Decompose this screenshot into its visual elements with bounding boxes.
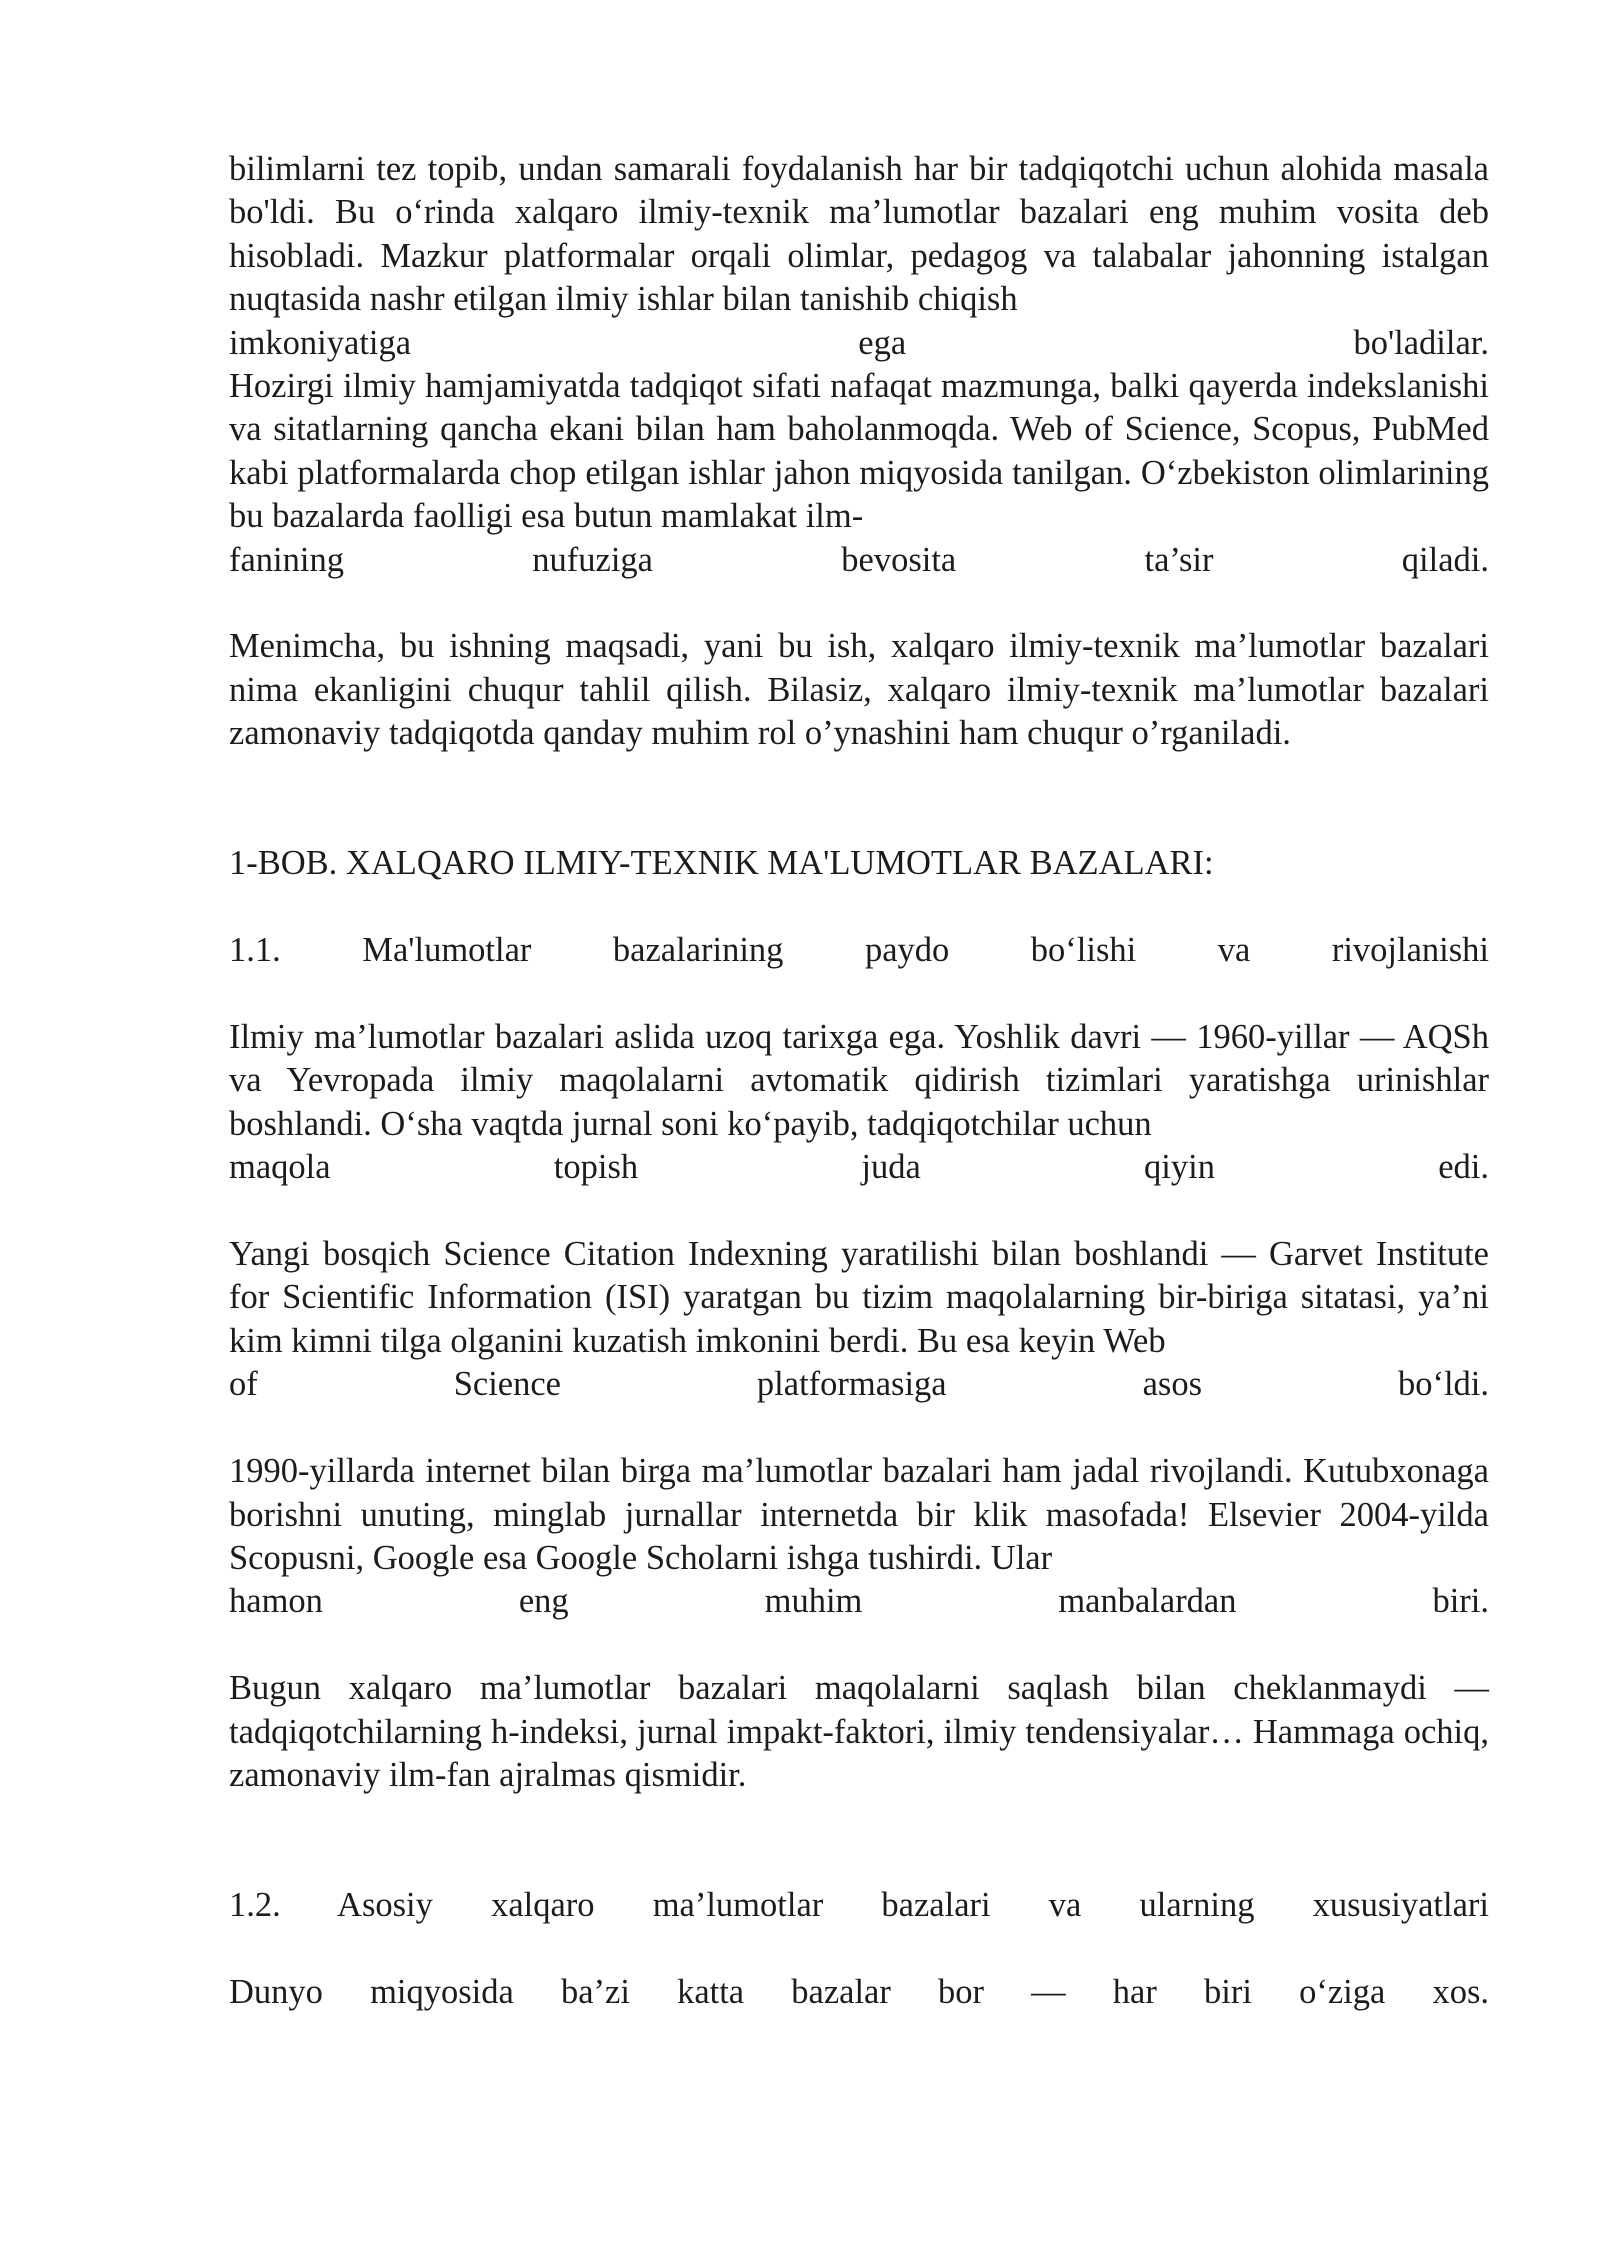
paragraph-text: Hozirgi ilmiy hamjamiyatda tadqiqot sifati nafaqat mazmunga, balki qayerda indekslanishi va sitatlarning qancha ekani bilan ham baholanmoqda. Web of Science, Scopus, PubMed kabi platformalarda chop etilgan ishlar jahon miqyosida tanilgan. O‘zbekiston olimlarining bu bazalarda faolligi esa butun mamlakat ilm- [229, 367, 1489, 536]
section-1-2-paragraph-1: Dunyo miqyosida ba’zi katta bazalar bor — har biri o‘ziga xos. [229, 1972, 1489, 2011]
section-1-1-paragraph-2 [229, 1233, 1489, 1407]
section-1-1-paragraph-1 [229, 1016, 1489, 1190]
section-1-2-title: 1.2. Asosiy xalqaro ma’lumotlar bazalari va ularning xususiyatlari [229, 1886, 1489, 1925]
paragraph-text: Yangi bosqich Science Citation Indexning yaratilishi bilan boshlandi — Garvet Institute for Scientific Information (ISI) yaratgan bu tizim maqolalarning bir-biriga sitatasi, ya’ni kim kimni tilga olganini kuzatish imkonini berdi. Bu esa keyin Web [229, 1235, 1489, 1360]
paragraph-last-line: maqola topish juda qiyin edi. [229, 1148, 1489, 1187]
intro-paragraph-3: Menimcha, bu ishning maqsadi, yani bu ish, xalqaro ilmiy-texnik ma’lumotlar bazalari nima ekanligini chuqur tahlil qilish. Bilasiz, xalqaro ilmiy-texnik ma’lumotlar bazalari zamonaviy tadqiqotda qanday muhim rol o’ynashini ham chuqur o’rganiladi. [229, 627, 1489, 753]
section-1-1-title: 1.1. Ma'lumotlar bazalarining paydo bo‘lishi va rivojlanishi [229, 931, 1489, 970]
paragraph-last-line: hamon eng muhim manbalardan biri. [229, 1582, 1489, 1621]
paragraph-last-line: fanining nufuziga bevosita ta’sir qiladi. [229, 540, 1489, 579]
intro-paragraph-1 [229, 148, 1489, 365]
section-1-1-paragraph-4: Bugun xalqaro ma’lumotlar bazalari maqolalarni saqlash bilan cheklanmaydi — tadqiqotchilarning h-indeksi, jurnal impakt-faktori, ilmiy tendensiyalar… Hammaga ochiq, zamonaviy ilm-fan ajralmas qismidir. [229, 1669, 1489, 1794]
section-1-1-paragraph-3 [229, 1450, 1489, 1624]
chapter-title: 1-BOB. XALQARO ILMIY-TEXNIK MA'LUMOTLAR BAZALARI: [229, 844, 1214, 883]
paragraph-last-line: imkoniyatiga ega bo'ladilar. [229, 323, 1489, 362]
paragraph-last-line: of Science platformasiga asos bo‘ldi. [229, 1365, 1489, 1404]
paragraph-text: 1990-yillarda internet bilan birga ma’lumotlar bazalari ham jadal rivojlandi. Kutubxonaga borishni unuting, minglab jurnallar internetda bir klik masofada! Elsevier 2004-yilda Scopusni, Google esa Google Scholarni ishga tushirdi. Ular [229, 1452, 1489, 1577]
document-page [229, 148, 1489, 2014]
paragraph-text: Ilmiy ma’lumotlar bazalari aslida uzoq tarixga ega. Yoshlik davri — 1960-yillar — AQSh va Yevropada ilmiy maqolalarni avtomatik qidirish tizimlari yaratishga urinishlar boshlandi. O‘sha vaqtda jurnal soni ko‘payib, tadqiqotchilar uchun [229, 1018, 1489, 1143]
paragraph-text: bilimlarni tez topib, undan samarali foydalanish har bir tadqiqotchi uchun alohida masala bo'ldi. Bu o‘rinda xalqaro ilmiy-texnik ma’lumotlar bazalari eng muhim vosita deb hisobladi. Mazkur platformalar orqali olimlar, pedagog va talabalar jahonning istalgan nuqtasida nashr etilgan ilmiy ishlar bilan tanishib chiqish [229, 150, 1489, 319]
intro-paragraph-2 [229, 365, 1489, 582]
